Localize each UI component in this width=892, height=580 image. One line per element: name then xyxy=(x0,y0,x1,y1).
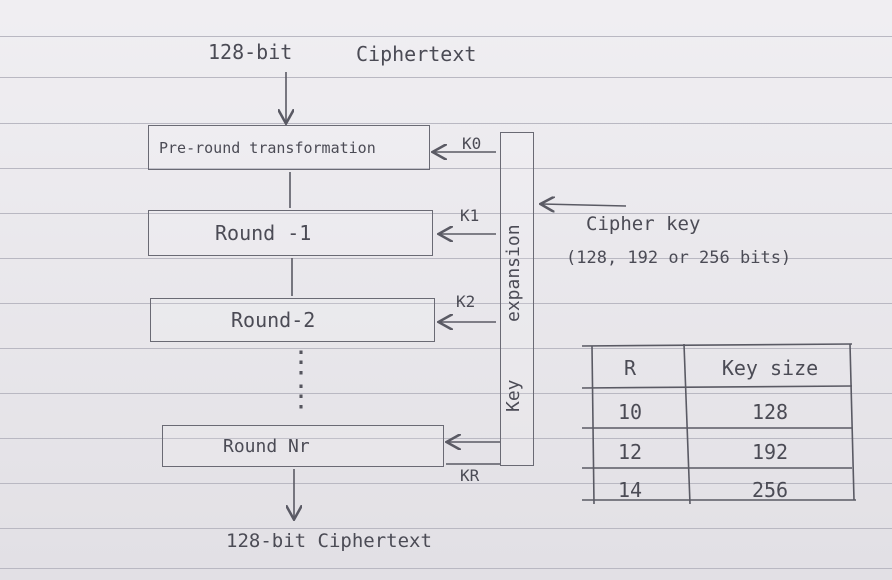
cipher-key-sizes: (128, 192 or 256 bits) xyxy=(566,248,792,268)
ellipsis-dots: ⋮ xyxy=(286,379,316,414)
table-cell-key-size: 256 xyxy=(751,478,789,502)
table-lines xyxy=(582,344,856,504)
output-label: 128-bit Ciphertext xyxy=(226,530,432,552)
round-nr-label: Round Nr xyxy=(223,435,310,457)
key-expansion-word-expansion: expansion xyxy=(503,224,524,322)
cipher-key-title: Cipher key xyxy=(586,213,701,235)
table-cell-r: 12 xyxy=(617,440,643,464)
table-header-r: R xyxy=(623,356,637,380)
table-header-key-size: Key size xyxy=(721,356,819,380)
table-cell-key-size: 128 xyxy=(751,400,789,424)
input-bits-label: 128-bit xyxy=(208,40,293,64)
ellipsis-dots: ⋮ xyxy=(286,345,316,380)
table-cell-r: 10 xyxy=(617,400,643,424)
key-k1-label: K1 xyxy=(460,206,480,225)
cipher-key-arrow xyxy=(542,204,626,206)
key-k0-label: K0 xyxy=(462,134,482,153)
input-ciphertext-label: Ciphertext xyxy=(356,42,477,66)
pre-round-label: Pre-round transformation xyxy=(159,138,376,157)
round-2-label: Round-2 xyxy=(231,308,316,332)
round-1-label: Round -1 xyxy=(215,221,312,245)
table-cell-key-size: 192 xyxy=(751,440,789,464)
table-cell-r: 14 xyxy=(617,478,643,502)
key-k2-label: K2 xyxy=(456,292,476,311)
key-kr-label: KR xyxy=(460,466,480,485)
key-expansion-word-key: Key xyxy=(503,379,524,412)
